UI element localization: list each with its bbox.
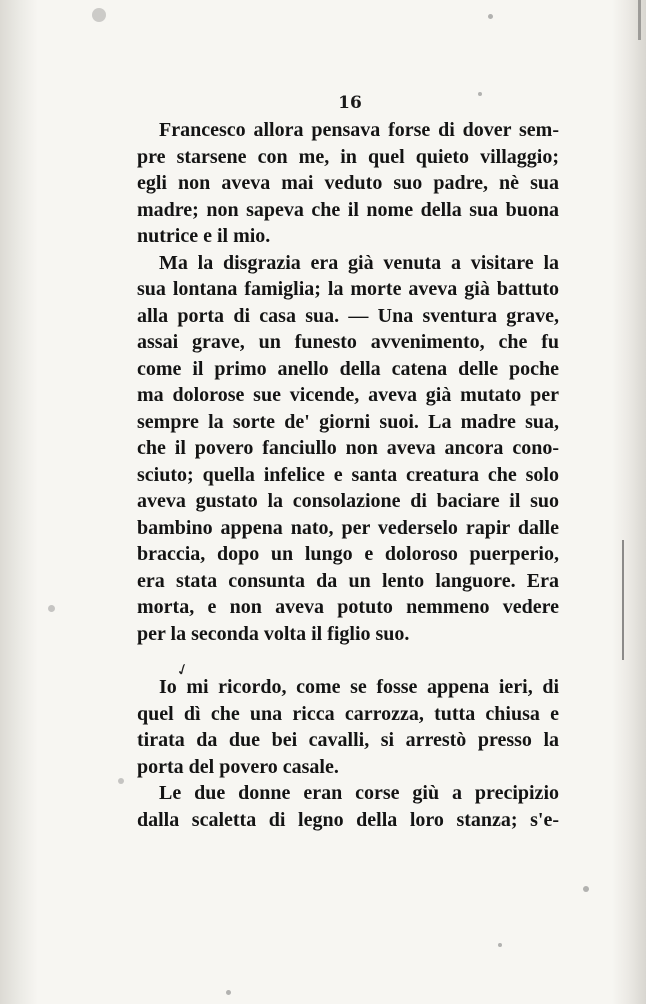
text-line: tirata da due bei cavalli, si arrestò presso la <box>137 729 559 751</box>
page-crease-top <box>638 0 641 40</box>
paragraph <box>137 674 559 780</box>
text-line: Io mi ricordo, come se fosse appena ieri, di <box>159 676 559 698</box>
text-line: pre starsene con me, in quel quieto villaggio; <box>137 145 559 168</box>
paragraph <box>137 250 559 648</box>
paper-speck <box>118 778 124 784</box>
text-line: come il primo anello della catena delle poche <box>137 357 559 380</box>
text-line: dalla scaletta di legno della loro stanza; s'e- <box>137 808 559 831</box>
text-line: alla porta di casa sua. — Una sventura grave, <box>137 304 559 327</box>
text-line: bambino appena nato, per vederselo rapir dalle <box>137 516 559 539</box>
paper-speck <box>92 8 106 22</box>
text-line: era stata consunta da un lento languore. Era <box>137 569 559 592</box>
paragraph-gap <box>137 647 559 674</box>
page-edge-shadow-left <box>0 0 38 1004</box>
text-line: che il povero fanciullo non aveva ancora cono- <box>137 437 559 459</box>
paper-speck <box>48 605 55 612</box>
text-line: egli non aveva mai veduto suo padre, nè sua <box>137 172 559 194</box>
text-line: sciuto; quella infelice e santa creatura che solo <box>137 463 559 486</box>
text-line: nutrice e il mio. <box>137 225 271 247</box>
text-line: morta, e non aveva potuto nemmeno vedere <box>137 596 559 618</box>
page-crease <box>622 540 624 660</box>
pen-tick-mark: ✓ <box>173 658 193 681</box>
text-line: braccia, dopo un lungo e doloroso puerperio, <box>137 543 559 565</box>
body-text <box>137 117 559 833</box>
text-line: quel dì che una ricca carrozza, tutta chiusa e <box>137 702 559 725</box>
text-line: sua lontana famiglia; la morte aveva già battuto <box>137 278 559 300</box>
paragraph <box>137 780 559 833</box>
text-line: Francesco allora pensava forse di dover sem- <box>159 119 559 141</box>
text-line: ma dolorose sue vicende, aveva già mutato per <box>137 384 559 406</box>
paper-speck <box>583 886 589 892</box>
text-line: per la seconda volta il figlio suo. <box>137 622 410 645</box>
text-line: madre; non sapeva che il nome della sua buona <box>137 198 559 221</box>
text-line: sempre la sorte de' giorni suoi. La madre sua, <box>137 410 559 433</box>
text-line: Ma la disgrazia era già venuta a visitare la <box>159 251 559 274</box>
text-line: aveva gustato la consolazione di baciare il suo <box>137 490 559 512</box>
page-edge-shadow-right <box>612 0 646 1004</box>
page-number: 16 <box>338 93 362 113</box>
text-line: porta del povero casale. <box>137 755 339 778</box>
paper-speck <box>488 14 493 19</box>
text-line: assai grave, un funesto avvenimento, che fu <box>137 331 559 353</box>
paper-speck <box>498 943 502 947</box>
paragraph <box>137 117 559 250</box>
text-line: Le due donne eran corse giù a precipizio <box>159 782 559 804</box>
paper-speck <box>226 990 231 995</box>
